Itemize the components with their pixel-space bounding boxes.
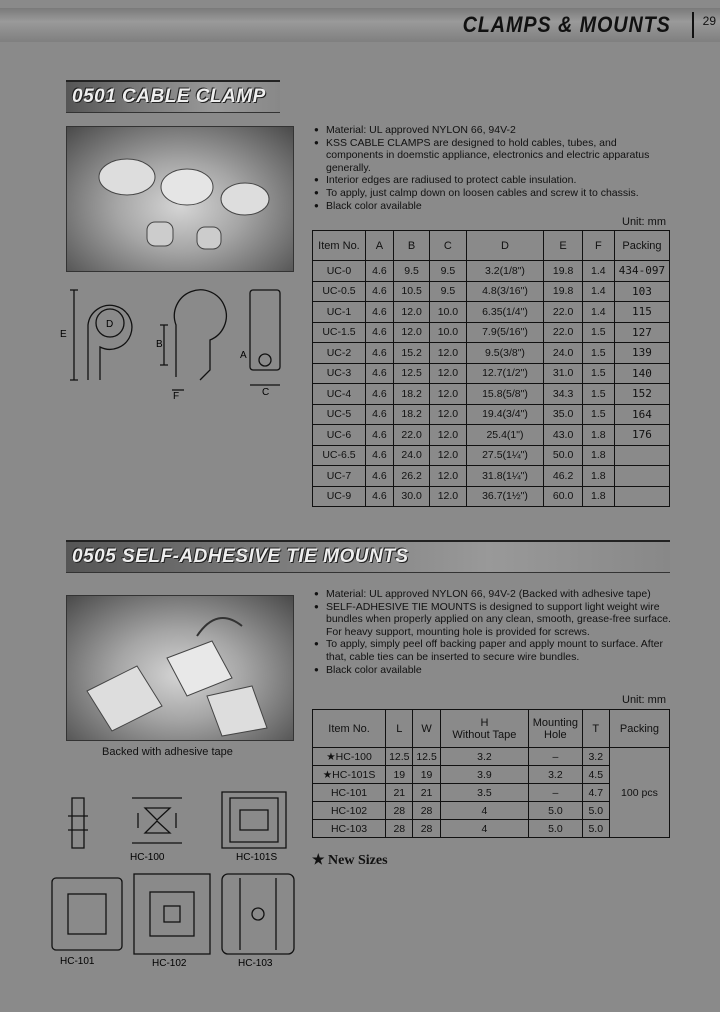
table-cell: 9.5: [430, 281, 466, 302]
table-cell: 1.8: [582, 425, 614, 446]
table-cell: HC-103: [313, 820, 386, 838]
table-cell: 5.0: [582, 802, 609, 820]
table-cell: 9.5(3/8"): [466, 343, 544, 364]
table-cell: –: [529, 784, 582, 802]
col-header: D: [466, 231, 544, 261]
tie-mount-drawings: [50, 788, 310, 968]
table-cell: 7.9(5/16"): [466, 322, 544, 343]
table-cell: 22.0: [393, 425, 429, 446]
table-cell: 1.4: [582, 302, 614, 323]
table-cell: 5.0: [529, 820, 582, 838]
section1-bullets: [314, 124, 672, 212]
col-header: Packing: [614, 231, 669, 261]
table-cell: 164: [614, 404, 669, 425]
bullet-item: ● KSS CABLE CLAMPS are designed to hold cables, tubes, and components in doemstic appliance, electronics and electric apparatus generally.: [314, 137, 672, 175]
hc-101-drawing: [52, 878, 122, 967]
table-cell: UC-9: [313, 486, 366, 507]
label-d: D: [106, 319, 114, 330]
table-cell: 1.4: [582, 281, 614, 302]
table-cell: 1.5: [582, 384, 614, 405]
drawing-label: HC-103: [238, 958, 273, 968]
table-cell: 34.3: [544, 384, 582, 405]
table-cell: 24.0: [393, 445, 429, 466]
table-cell: 31.0: [544, 363, 582, 384]
cable-clamp-table: [312, 230, 670, 507]
section1-unit: Unit: mm: [622, 216, 666, 228]
table-cell: –: [529, 748, 582, 766]
bullet-item: ● Interior edges are radiused to protect cable insulation.: [314, 174, 672, 187]
table-cell: 4: [440, 802, 528, 820]
table-cell: 19.8: [544, 281, 582, 302]
table-cell: UC-6.5: [313, 445, 366, 466]
table-row: [313, 343, 670, 364]
bullet-item: ● To apply, simply peel off backing paper and apply mount to surface. After that, cable ties can be inserted to secure wire bundles.: [314, 638, 672, 663]
table-cell: ★HC-100: [313, 748, 386, 766]
table-cell: 26.2: [393, 466, 429, 487]
table-cell: 12.0: [430, 384, 466, 405]
bullet-item: ● SELF-ADHESIVE TIE MOUNTS is designed to support light weight wire bundles when properly applied on any clean, smooth, grease-free surface. For heavy support, mounting hole is provided for screws.: [314, 601, 672, 639]
table-cell: 127: [614, 322, 669, 343]
label-b: B: [156, 339, 163, 350]
table-cell: 4.7: [582, 784, 609, 802]
table-cell: 24.0: [544, 343, 582, 364]
table-cell: 4.6: [365, 302, 393, 323]
table-cell: 4.6: [365, 384, 393, 405]
table-row: [313, 281, 670, 302]
table-row: [313, 748, 670, 766]
col-header: Item No.: [313, 710, 386, 748]
table-row: [313, 486, 670, 507]
table-cell: 28: [386, 820, 413, 838]
table-cell: 9.5: [393, 261, 429, 282]
packing-cell: 100 pcs: [609, 748, 669, 838]
table-row: [313, 466, 670, 487]
table-header-row: [313, 231, 670, 261]
table-cell: 19.8: [544, 261, 582, 282]
table-row: [313, 445, 670, 466]
col-header: T: [582, 710, 609, 748]
table-cell: 176: [614, 425, 669, 446]
table-cell: 4.8(3/16"): [466, 281, 544, 302]
col-header: A: [365, 231, 393, 261]
col-header: Item No.: [313, 231, 366, 261]
col-header: H Without Tape: [440, 710, 528, 748]
drawing-label: HC-100: [130, 852, 165, 863]
drawing-label: HC-101S: [236, 852, 278, 863]
table-cell: 1.5: [582, 322, 614, 343]
table-cell: 15.8(5/8"): [466, 384, 544, 405]
table-cell: 4.6: [365, 445, 393, 466]
col-header: Mounting Hole: [529, 710, 582, 748]
table-cell: 5.0: [582, 820, 609, 838]
table-row: [313, 363, 670, 384]
col-header: B: [393, 231, 429, 261]
tie-mount-photo: [66, 595, 294, 741]
table-row: [313, 404, 670, 425]
table-cell: UC-6: [313, 425, 366, 446]
table-cell: 3.2: [440, 748, 528, 766]
table-cell: 12.0: [430, 343, 466, 364]
section2-title: 0505 SELF-ADHESIVE TIE MOUNTS: [72, 546, 409, 567]
table-cell: 18.2: [393, 384, 429, 405]
table-header-row: [313, 710, 670, 748]
drawing-label: HC-102: [152, 958, 187, 968]
col-header: W: [413, 710, 440, 748]
table-cell: [614, 466, 669, 487]
table-cell: 12.0: [430, 425, 466, 446]
hc-100-drawing: [130, 798, 182, 863]
tie-mount-photo-icon: [67, 596, 293, 740]
tie-mount-table: [312, 709, 670, 838]
col-header: F: [582, 231, 614, 261]
bullet-item: ● Black color available: [314, 664, 672, 677]
table-cell: 21: [413, 784, 440, 802]
table-cell: 12.0: [430, 486, 466, 507]
table-cell: 22.0: [544, 322, 582, 343]
table-cell: UC-2: [313, 343, 366, 364]
table-cell: 3.2: [582, 748, 609, 766]
table-cell: 4.6: [365, 322, 393, 343]
table-cell: UC-1: [313, 302, 366, 323]
table-cell: 103: [614, 281, 669, 302]
table-cell: 35.0: [544, 404, 582, 425]
table-row: [313, 261, 670, 282]
section1-title: 0501 CABLE CLAMP: [72, 86, 266, 107]
table-cell: 28: [386, 802, 413, 820]
table-cell: 4.6: [365, 261, 393, 282]
label-e: E: [60, 329, 67, 340]
table-cell: 12.7(1/2"): [466, 363, 544, 384]
table-cell: 4.5: [582, 766, 609, 784]
table-cell: UC-5: [313, 404, 366, 425]
cable-clamp-photo-icon: [67, 127, 293, 271]
table-cell: 25.4(1"): [466, 425, 544, 446]
table-cell: 18.2: [393, 404, 429, 425]
bullet-item: ● Black color available: [314, 200, 672, 213]
hc-102-drawing: [134, 874, 210, 968]
table-cell: 5.0: [529, 802, 582, 820]
table-cell: 3.2: [529, 766, 582, 784]
table-row: [313, 425, 670, 446]
table-cell: 30.0: [393, 486, 429, 507]
table-cell: UC-1.5: [313, 322, 366, 343]
table-cell: 19.4(3/4"): [466, 404, 544, 425]
label-f: F: [173, 391, 180, 400]
table-cell: [614, 486, 669, 507]
hc-101s-drawing: [222, 792, 286, 863]
bullet-item: ● Material: UL approved NYLON 66, 94V-2: [314, 124, 672, 137]
table-cell: 4.6: [365, 343, 393, 364]
table-cell: 4.6: [365, 425, 393, 446]
table-cell: 9.5: [430, 261, 466, 282]
table-cell: 10.5: [393, 281, 429, 302]
table-cell: 27.5(1¼"): [466, 445, 544, 466]
table-cell: 19: [386, 766, 413, 784]
cable-clamp-dimension-drawing: [60, 285, 310, 400]
table-cell: 140: [614, 363, 669, 384]
table-cell: 50.0: [544, 445, 582, 466]
table-cell: UC-4: [313, 384, 366, 405]
table-cell: 12.0: [393, 302, 429, 323]
table-cell: 12.0: [393, 322, 429, 343]
drawing-label: HC-101: [60, 956, 95, 967]
section1-title-bar: [66, 80, 280, 113]
bullet-item: ● To apply, just calmp down on loosen cables and screw it to chassis.: [314, 187, 672, 200]
table-cell: 4.6: [365, 486, 393, 507]
hc-103-drawing: [222, 874, 294, 968]
table-cell: 4.6: [365, 466, 393, 487]
table-row: [313, 302, 670, 323]
table-cell: 12.5: [386, 748, 413, 766]
table-cell: 1.8: [582, 486, 614, 507]
table-cell: HC-102: [313, 802, 386, 820]
table-cell: UC-0: [313, 261, 366, 282]
table-cell: 22.0: [544, 302, 582, 323]
table-cell: [614, 445, 669, 466]
label-a: A: [240, 350, 247, 361]
bullet-item: ● Material: UL approved NYLON 66, 94V-2 (Backed with adhesive tape): [314, 588, 672, 601]
table-cell: 139: [614, 343, 669, 364]
col-header: C: [430, 231, 466, 261]
table-cell: 43.0: [544, 425, 582, 446]
table-cell: HC-101: [313, 784, 386, 802]
table-row: [313, 322, 670, 343]
table-cell: 1.5: [582, 363, 614, 384]
table-cell: 15.2: [393, 343, 429, 364]
col-header: E: [544, 231, 582, 261]
cable-clamp-photo: [66, 126, 294, 272]
table-cell: 4.6: [365, 281, 393, 302]
table-cell: 1.8: [582, 466, 614, 487]
table-cell: 46.2: [544, 466, 582, 487]
table-cell: 12.0: [430, 445, 466, 466]
table-cell: 31.8(1¼"): [466, 466, 544, 487]
cable-clamp-table-body: [313, 261, 670, 507]
table-cell: 1.4: [582, 261, 614, 282]
table-cell: 434-097: [614, 261, 669, 282]
table-cell: 10.0: [430, 322, 466, 343]
col-header: L: [386, 710, 413, 748]
table-cell: 4.6: [365, 404, 393, 425]
table-cell: 1.5: [582, 404, 614, 425]
table-cell: 4.6: [365, 363, 393, 384]
table-cell: 12.5: [413, 748, 440, 766]
tie-mount-photo-caption: Backed with adhesive tape: [102, 746, 233, 758]
table-cell: 1.5: [582, 343, 614, 364]
table-cell: 1.8: [582, 445, 614, 466]
table-cell: 28: [413, 820, 440, 838]
table-cell: 10.0: [430, 302, 466, 323]
table-cell: UC-7: [313, 466, 366, 487]
page-number: 29: [702, 14, 716, 28]
table-cell: 60.0: [544, 486, 582, 507]
table-cell: 12.0: [430, 466, 466, 487]
section2-title-bar: [66, 540, 670, 573]
section2-bullets: [314, 588, 672, 676]
label-c: C: [262, 387, 270, 398]
table-cell: 3.2(1/8"): [466, 261, 544, 282]
tie-mount-table-body: [313, 748, 670, 838]
table-cell: 21: [386, 784, 413, 802]
table-cell: ★HC-101S: [313, 766, 386, 784]
col-header: Packing: [609, 710, 669, 748]
table-cell: 3.9: [440, 766, 528, 784]
section2-unit: Unit: mm: [622, 694, 666, 706]
table-cell: UC-0.5: [313, 281, 366, 302]
header-title: CLAMPS & MOUNTS: [462, 12, 671, 37]
new-sizes-note: ★ New Sizes: [312, 853, 388, 868]
table-cell: 152: [614, 384, 669, 405]
table-cell: 3.5: [440, 784, 528, 802]
table-cell: 115: [614, 302, 669, 323]
table-cell: 36.7(1½"): [466, 486, 544, 507]
table-cell: 28: [413, 802, 440, 820]
table-cell: 19: [413, 766, 440, 784]
table-cell: 12.0: [430, 363, 466, 384]
table-cell: 12.5: [393, 363, 429, 384]
table-cell: UC-3: [313, 363, 366, 384]
table-cell: 4: [440, 820, 528, 838]
table-cell: 6.35(1/4"): [466, 302, 544, 323]
table-row: [313, 384, 670, 405]
table-cell: 12.0: [430, 404, 466, 425]
